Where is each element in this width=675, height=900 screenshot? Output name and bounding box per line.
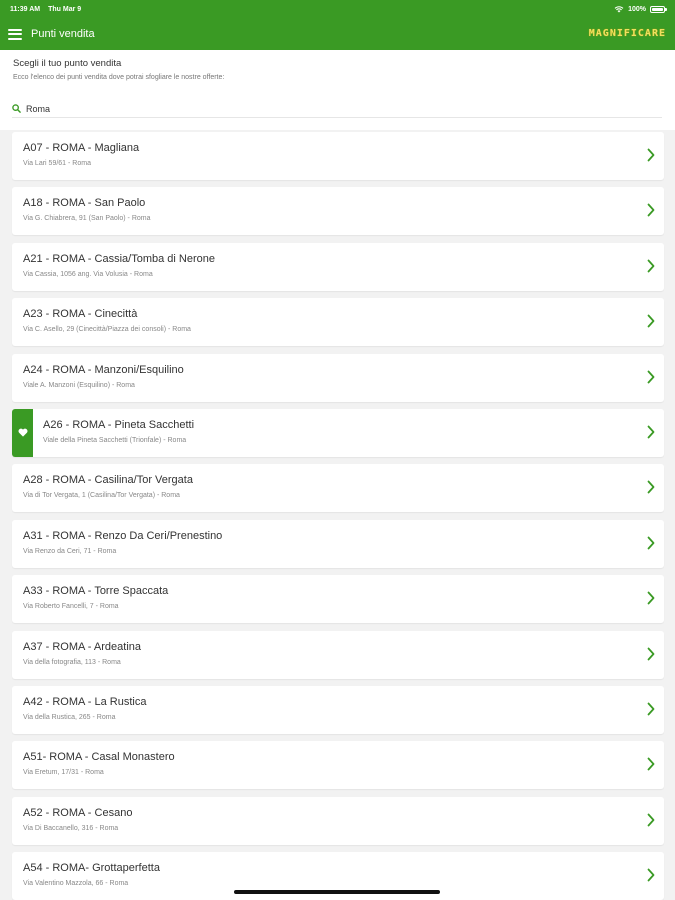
store-name: A51- ROMA - Casal Monastero: [23, 751, 175, 764]
chevron-right-icon: [647, 868, 655, 882]
store-name: A42 - ROMA - La Rustica: [23, 695, 147, 708]
chevron-right-icon: [647, 480, 655, 494]
store-name: A18 - ROMA - San Paolo: [23, 197, 146, 210]
store-name: A28 - ROMA - Casilina/Tor Vergata: [23, 474, 193, 487]
header-area: [0, 50, 675, 130]
chevron-right-icon: [647, 203, 655, 217]
chevron-right-icon: [647, 536, 655, 550]
chevron-right-icon: [647, 591, 655, 605]
store-name: A26 - ROMA - Pineta Sacchetti: [43, 418, 195, 431]
page-title: Scegli il tuo punto vendita: [13, 58, 122, 69]
store-list-item[interactable]: [12, 243, 664, 291]
store-name: A23 - ROMA - Cinecittà: [23, 308, 138, 321]
store-list-item[interactable]: [12, 187, 664, 235]
battery-icon: [650, 6, 665, 13]
store-address: Via Eretum, 17/31 - Roma: [23, 769, 104, 777]
store-list-item[interactable]: [12, 631, 664, 679]
chevron-right-icon: [647, 813, 655, 827]
store-list-item[interactable]: [12, 575, 664, 623]
status-date: Thu Mar 9: [48, 5, 82, 13]
heart-icon: [18, 428, 28, 437]
store-list-item[interactable]: [12, 409, 664, 457]
store-name: A52 - ROMA - Cesano: [23, 806, 133, 819]
chevron-right-icon: [647, 757, 655, 771]
store-list-item[interactable]: [12, 686, 664, 734]
store-address: Via Roberto Fancelli, 7 - Roma: [23, 603, 119, 611]
store-name: A54 - ROMA- Grottaperfetta: [23, 862, 160, 875]
chevron-right-icon: [647, 425, 655, 439]
store-address: Via G. Chiabrera, 91 (San Paolo) - Roma: [23, 215, 151, 223]
store-address: Via Valentino Mazzola, 66 - Roma: [23, 880, 129, 888]
store-list-item[interactable]: [12, 520, 664, 568]
store-address: Via di Tor Vergata, 1 (Casilina/Tor Vergata) - Roma: [23, 492, 180, 500]
store-address: Via della Rustica, 265 - Roma: [23, 713, 116, 721]
store-address: Via Di Baccanello, 316 - Roma: [23, 824, 119, 832]
home-indicator: [234, 890, 440, 894]
search-bar: [12, 100, 662, 118]
store-list-item[interactable]: [12, 741, 664, 789]
search-icon: [12, 104, 21, 113]
chevron-right-icon: [647, 148, 655, 162]
store-name: A33 - ROMA - Torre Spaccata: [23, 585, 169, 598]
store-list: [12, 132, 664, 900]
store-list-item[interactable]: [12, 464, 664, 512]
store-address: Viale della Pineta Sacchetti (Trionfale) - Roma: [43, 436, 187, 444]
wifi-icon: [614, 5, 624, 13]
store-list-item[interactable]: [12, 132, 664, 180]
search-input[interactable]: [26, 104, 626, 114]
store-name: A31 - ROMA - Renzo Da Ceri/Prenestino: [23, 529, 223, 542]
page-subtitle: Ecco l'elenco dei punti vendita dove potrai sfogliare le nostre offerte:: [13, 74, 225, 81]
store-address: Viale A. Manzoni (Esquilino) - Roma: [23, 381, 135, 389]
favorite-badge: [12, 409, 33, 457]
store-name: A21 - ROMA - Cassia/Tomba di Nerone: [23, 252, 215, 265]
status-bar: [0, 0, 675, 18]
store-name: A24 - ROMA - Manzoni/Esquilino: [23, 363, 184, 376]
hamburger-menu-icon[interactable]: [8, 29, 22, 40]
store-list-item[interactable]: [12, 354, 664, 402]
chevron-right-icon: [647, 314, 655, 328]
store-name: A37 - ROMA - Ardeatina: [23, 640, 141, 653]
store-address: Via Renzo da Ceri, 71 - Roma: [23, 547, 117, 555]
store-list-item[interactable]: [12, 298, 664, 346]
store-address: Via C. Asello, 29 (Cinecittà/Piazza dei consoli) - Roma: [23, 326, 191, 334]
battery-percent: 100%: [628, 5, 646, 13]
brand-logo: MAGNIFICARE: [588, 28, 666, 39]
store-name: A07 - ROMA - Magliana: [23, 142, 140, 154]
chevron-right-icon: [647, 259, 655, 273]
store-address: Via della fotografia, 113 - Roma: [23, 658, 121, 666]
store-list-item[interactable]: [12, 797, 664, 845]
chevron-right-icon: [647, 370, 655, 384]
store-address: Via Lari 59/61 - Roma: [23, 160, 91, 167]
chevron-right-icon: [647, 647, 655, 661]
status-time: 11:39 AM: [10, 5, 41, 13]
nav-bar: [0, 18, 675, 50]
chevron-right-icon: [647, 702, 655, 716]
store-address: Via Cassia, 1056 ang. Via Volusia - Roma: [23, 270, 153, 278]
nav-title: Punti vendita: [31, 28, 95, 40]
